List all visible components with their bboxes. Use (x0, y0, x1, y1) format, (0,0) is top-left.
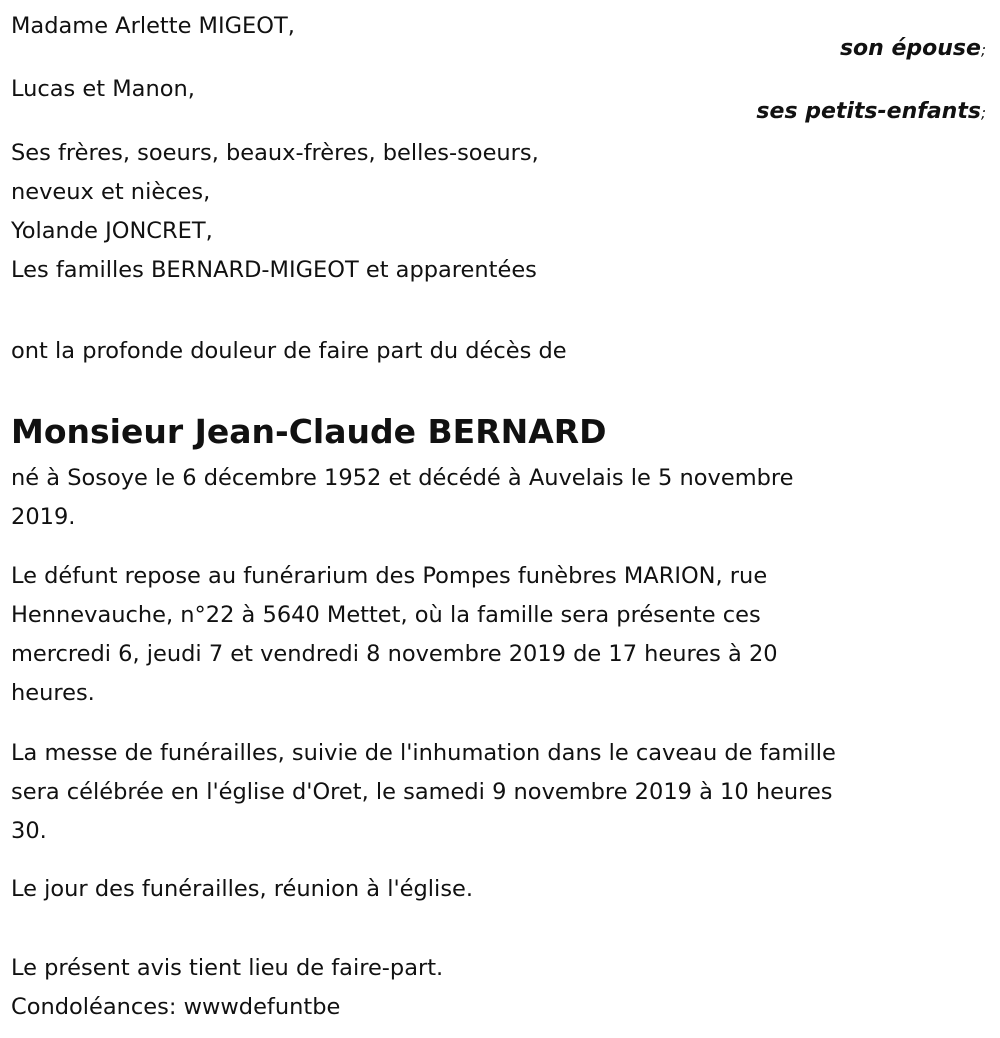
family-line: Les familles BERNARD-MIGEOT et apparentées (11, 257, 537, 283)
spouse-name: Madame Arlette MIGEOT, (11, 13, 295, 39)
spouse-role (840, 34, 986, 65)
family-line: Ses frères, soeurs, beaux-frères, belles-soeurs, (11, 140, 539, 166)
paragraph-line: Le jour des funérailles, réunion à l'église. (11, 876, 474, 902)
separator: ; (980, 104, 986, 122)
spouse-role-text: son épouse (839, 36, 981, 61)
paragraph-line: 30. (11, 818, 47, 844)
paragraph-line: Hennevauche, n°22 à 5640 Mettet, où la famille sera présente ces (11, 602, 761, 628)
deceased-dates: 2019. (11, 504, 76, 530)
paragraph-line: Le défunt repose au funérarium des Pompes funèbres MARION, rue (11, 563, 768, 589)
deceased-name: Monsieur Jean-Claude BERNARD (11, 412, 607, 451)
paragraph-line: La messe de funérailles, suivie de l'inhumation dans le caveau de famille (11, 740, 836, 766)
footer-line: Condoléances: wwwdefuntbe (11, 994, 341, 1020)
separator: ; (980, 41, 986, 59)
family-line: Yolande JONCRET, (11, 218, 213, 244)
footer-line: Le présent avis tient lieu de faire-part. (11, 955, 444, 981)
grandchildren-role-text: ses petits-enfants (756, 99, 981, 124)
grandchildren-names: Lucas et Manon, (11, 76, 195, 102)
paragraph-line: sera célébrée en l'église d'Oret, le samedi 9 novembre 2019 à 10 heures (11, 779, 833, 805)
paragraph-line: heures. (11, 680, 95, 706)
family-line: neveux et nièces, (11, 179, 211, 205)
announcement: ont la profonde douleur de faire part du décès de (11, 338, 567, 364)
paragraph-line: mercredi 6, jeudi 7 et vendredi 8 novembre 2019 de 17 heures à 20 (11, 641, 778, 667)
grandchildren-role (756, 97, 986, 128)
deceased-dates: né à Sosoye le 6 décembre 1952 et décédé à Auvelais le 5 novembre (11, 465, 794, 491)
